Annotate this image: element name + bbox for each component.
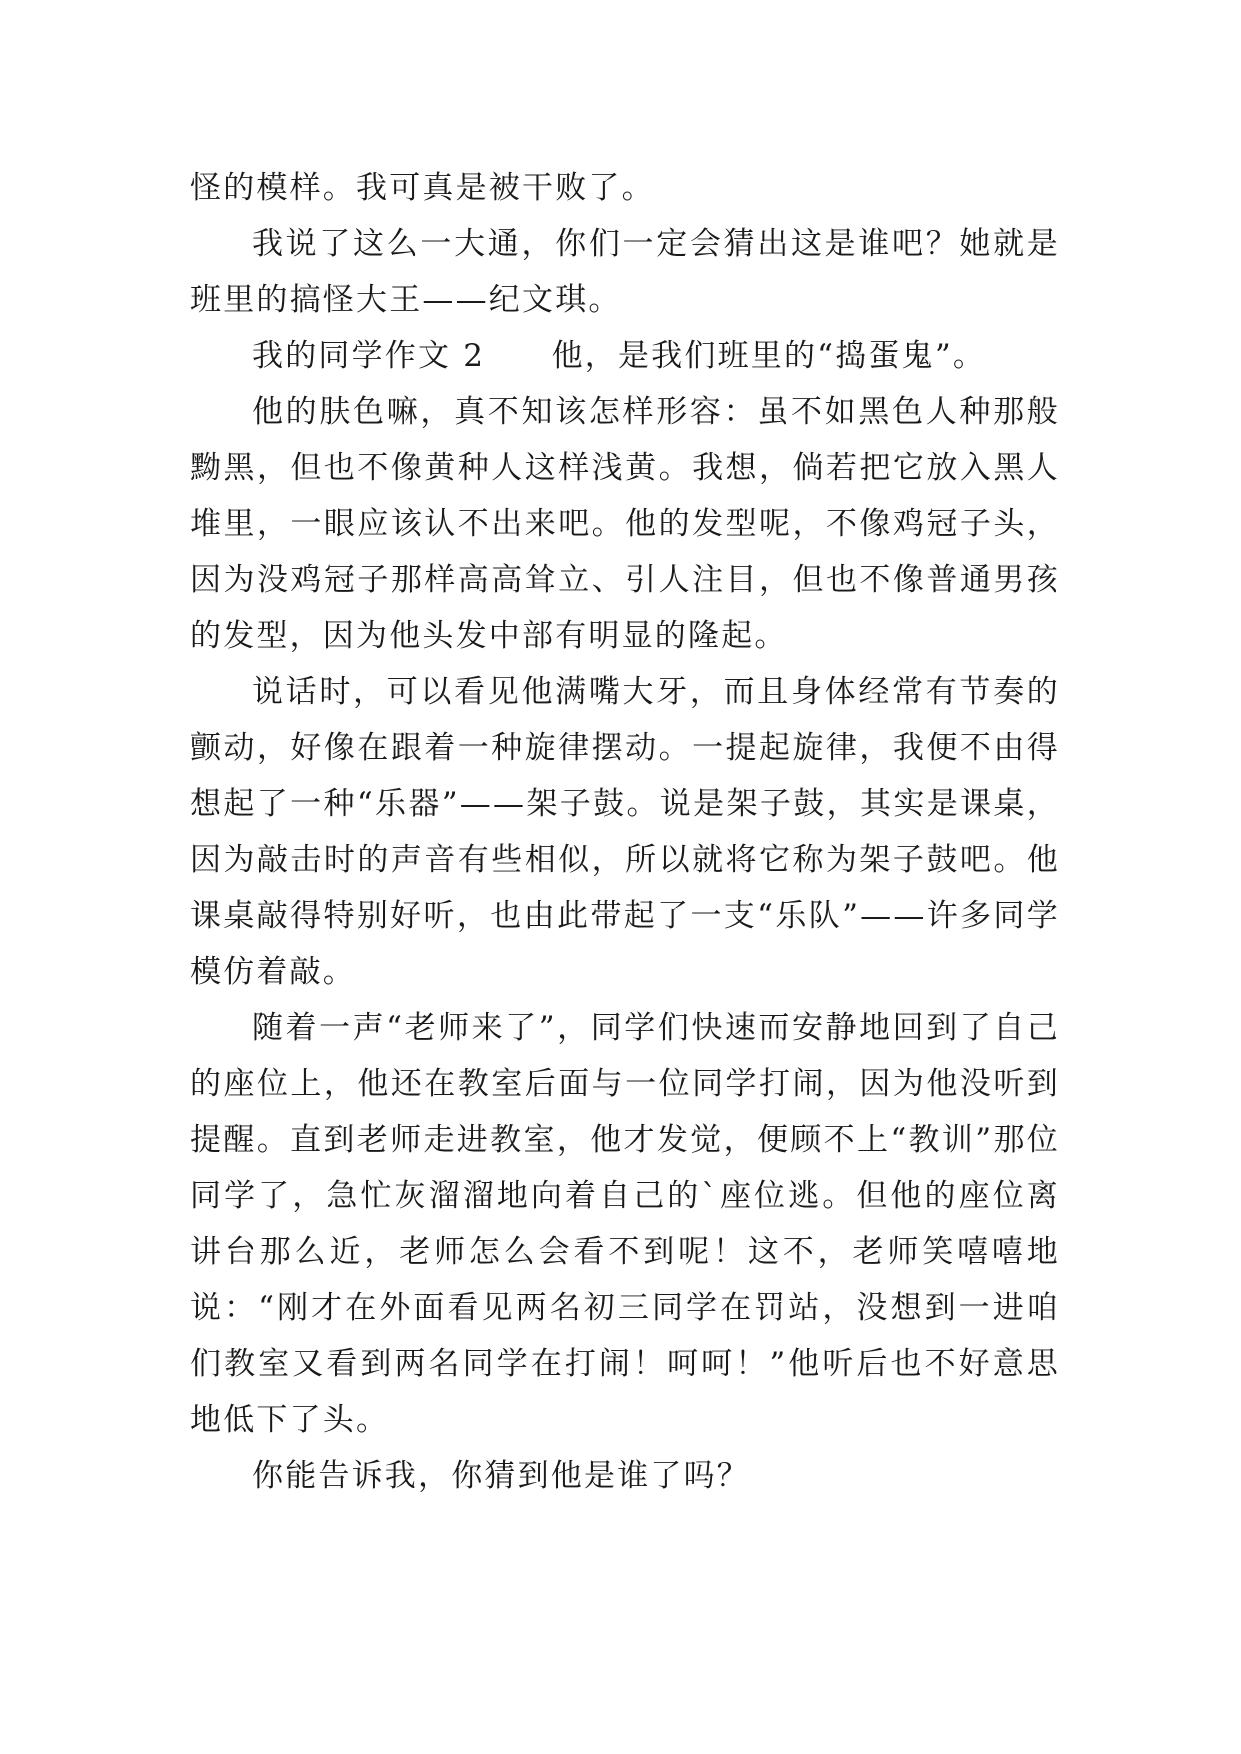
paragraph-1: 怪的模样。我可真是被干败了。 (190, 170, 655, 206)
paragraph-7: 你能告诉我，你猜到他是谁了吗？ (252, 1458, 750, 1494)
paragraph-4: 他的肤色嘛，真不知该怎样形容：虽不如黑色人种那般黝黑，但也不像黄种人这样浅黄。我想，倘若把它放入黑人堆里，一眼应该认不出来吧。他的发型呢，不像鸡冠子头，因为没鸡冠子那样高高耸立、引人注目，但也不像普通男孩的发型，因为他头发中部有明显的隆起。 (190, 394, 1060, 654)
paragraph-5: 说话时，可以看见他满嘴大牙，而且身体经常有节奏的颤动，好像在跟着一种旋律摆动。一提起旋律，我便不由得想起了一种“乐器”——架子鼓。说是架子鼓，其实是课桌，因为敲击时的声音有些相似，所以就将它称为架子鼓吧。他课桌敲得特别好听，也由此带起了一支“乐队”——许多同学模仿着敲。 (190, 674, 1060, 990)
paragraph-6: 随着一声“老师来了”，同学们快速而安静地回到了自己的座位上，他还在教室后面与一位同学打闹，因为他没听到提醒。直到老师走进教室，他才发觉，便顾不上“教训”那位同学了，急忙灰溜溜地向着自己的`座位逃。但他的座位离讲台那么近，老师怎么会看不到呢！这不，老师笑嘻嘻地说：“刚才在外面看见两名初三同学在罚站，没想到一进咱们教室又看到两名同学在打闹！呵呵！”他听后也不好意思地低下了头。 (190, 1010, 1060, 1438)
paragraph-3-title-line: 我的同学作文 2 他，是我们班里的“捣蛋鬼”。 (252, 338, 987, 374)
essay-body (190, 160, 1060, 1504)
paragraph-2: 我说了这么一大通，你们一定会猜出这是谁吧？她就是班里的搞怪大王——纪文琪。 (190, 226, 1060, 318)
